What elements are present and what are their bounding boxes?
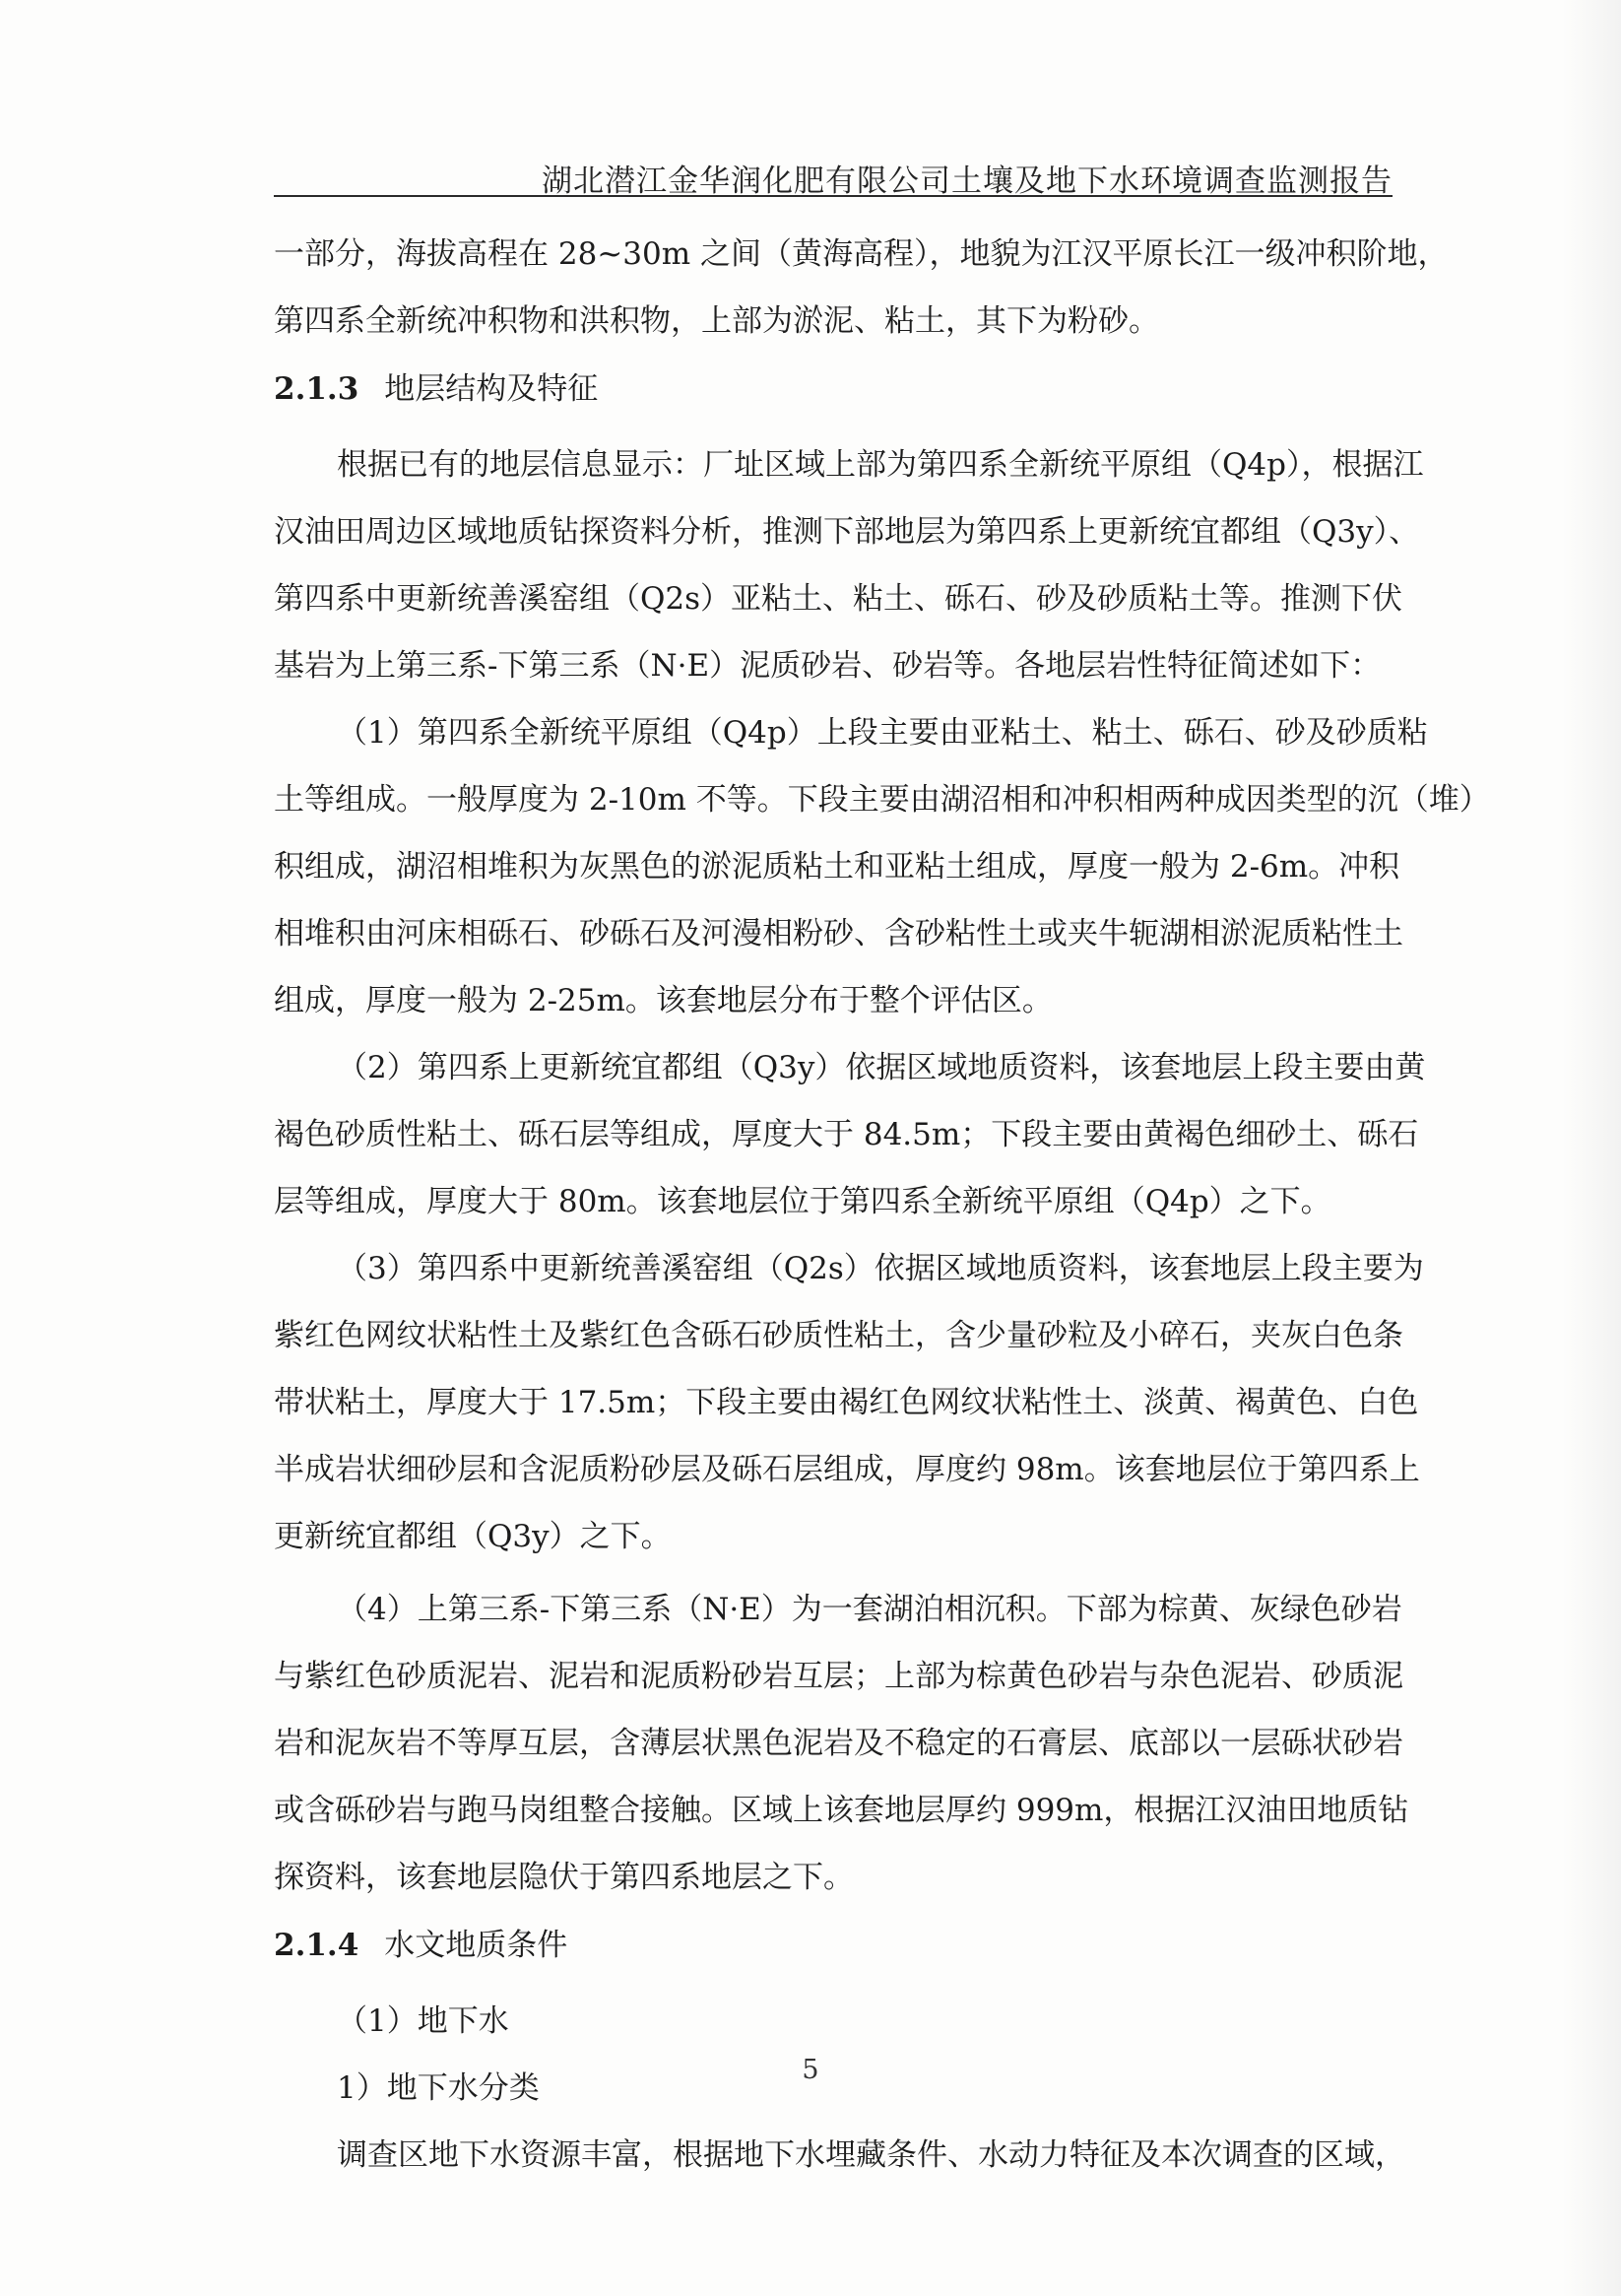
paragraph-line: （2）第四系上更新统宜都组（Q3y）依据区域地质资料，该套地层上段主要由黄 — [337, 1050, 1426, 1085]
section-title: 地层结构及特征 — [384, 371, 599, 407]
section-heading-2-1-3 — [274, 355, 1393, 424]
paragraph-line: 积组成，湖沼相堆积为灰黑色的淤泥质粘土和亚粘土组成，厚度一般为 2-6m。冲积 — [274, 849, 1400, 885]
page-content — [274, 221, 1490, 2189]
section-heading-2-1-4 — [274, 1911, 1393, 1980]
paragraph-line: （4）上第三系-下第三系（N·E）为一套湖泊相沉积。下部为棕黄、灰绿色砂岩 — [337, 1592, 1402, 1627]
paragraph-line: 更新统宜都组（Q3y）之下。 — [274, 1519, 672, 1554]
paragraph-line: 层等组成，厚度大于 80m。该套地层位于第四系全新统平原组（Q4p）之下。 — [274, 1184, 1331, 1219]
section-number: 2.1.3 — [274, 371, 359, 407]
report-header-title: 湖北潜江金华润化肥有限公司土壤及地下水环境调查监测报告 — [542, 164, 1393, 199]
paragraph-line: 与紫红色砂质泥岩、泥岩和泥质粉砂岩互层；上部为棕黄色砂岩与杂色泥岩、砂质泥 — [274, 1659, 1403, 1694]
intro-line: 第四系全新统冲积物和洪积物，上部为淤泥、粘土，其下为粉砂。 — [274, 303, 1159, 339]
page-number: 5 — [802, 2055, 819, 2085]
header-rule — [274, 195, 1393, 197]
section-number: 2.1.4 — [274, 1928, 359, 1963]
section-title: 水文地质条件 — [384, 1928, 568, 1963]
subheading-groundwater-classification: 1）地下水分类 — [337, 2070, 540, 2106]
paragraph-line: 带状粘土，厚度大于 17.5m；下段主要由褐红色网纹状粘性土、淡黄、褐黄色、白色 — [274, 1385, 1419, 1420]
paragraph-line: 汉油田周边区域地质钻探资料分析，推测下部地层为第四系上更新统宜都组（Q3y）、 — [274, 514, 1420, 550]
paragraph-line: 基岩为上第三系-下第三系（N·E）泥质砂岩、砂岩等。各地层岩性特征简述如下： — [274, 648, 1382, 684]
paragraph-line: 岩和泥灰岩不等厚互层，含薄层状黑色泥岩及不稳定的石膏层、底部以一层砾状砂岩 — [274, 1726, 1403, 1761]
paragraph-line: 根据已有的地层信息显示：厂址区域上部为第四系全新统平原组（Q4p），根据江 — [337, 447, 1424, 483]
scan-edge-shadow — [1562, 0, 1621, 2296]
paragraph-line: 相堆积由河床相砾石、砂砾石及河漫相粉砂、含砂粘性土或夹牛轭湖相淤泥质粘性土 — [274, 916, 1403, 951]
paragraph-line: 调查区地下水资源丰富，根据地下水埋藏条件、水动力特征及本次调查的区域， — [337, 2137, 1405, 2173]
paragraph-line: （1）第四系全新统平原组（Q4p）上段主要由亚粘土、粘土、砾石、砂及砂质粘 — [337, 715, 1428, 751]
paragraph-line: 褐色砂质性粘土、砾石层等组成，厚度大于 84.5m；下段主要由黄褐色细砂土、砾石 — [274, 1117, 1419, 1152]
paragraph-line: 土等组成。一般厚度为 2-10m 不等。下段主要由湖沼相和冲积相两种成因类型的沉（堆） — [274, 782, 1490, 818]
subheading-groundwater: （1）地下水 — [337, 2003, 509, 2039]
paragraph-line: 探资料，该套地层隐伏于第四系地层之下。 — [274, 1860, 854, 1895]
paragraph-line: 或含砾砂岩与跑马岗组整合接触。区域上该套地层厚约 999m，根据江汉油田地质钻 — [274, 1793, 1409, 1828]
paragraph-line: 组成，厚度一般为 2-25m。该套地层分布于整个评估区。 — [274, 983, 1053, 1018]
paragraph-line: 紫红色网纹状粘性土及紫红色含砾石砂质性粘土，含少量砂粒及小碎石，夹灰白色条 — [274, 1318, 1403, 1353]
paragraph-line: （3）第四系中更新统善溪窑组（Q2s）依据区域地质资料，该套地层上段主要为 — [337, 1251, 1424, 1286]
intro-line: 一部分，海拔高程在 28~30m 之间（黄海高程），地貌为江汉平原长江一级冲积阶地， — [274, 236, 1449, 272]
paragraph-line: 第四系中更新统善溪窑组（Q2s）亚粘土、粘土、砾石、砂及砂质粘土等。推测下伏 — [274, 581, 1403, 617]
paragraph-line: 半成岩状细砂层和含泥质粉砂层及砾石层组成，厚度约 98m。该套地层位于第四系上 — [274, 1452, 1420, 1487]
